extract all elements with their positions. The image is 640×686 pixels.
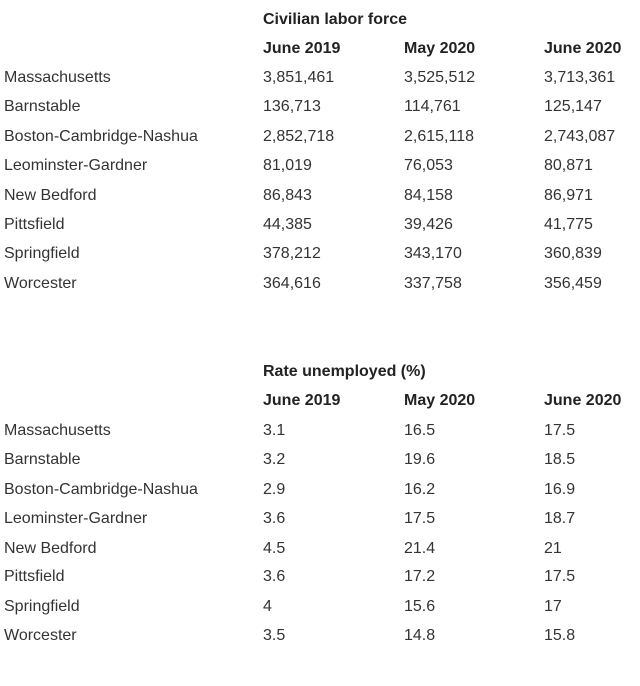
row-label: New Bedford	[4, 540, 97, 557]
table-cell: 2,743,087	[544, 128, 616, 145]
table-cell: 4	[263, 598, 272, 615]
table-row	[0, 568, 640, 592]
table-row	[0, 510, 640, 534]
table-cell: 21	[544, 540, 562, 557]
table-cell: 44,385	[263, 216, 312, 233]
table-row	[0, 216, 640, 240]
table-cell: 2,852,718	[263, 128, 335, 145]
row-label: Leominster-Gardner	[4, 510, 148, 527]
table-cell: 360,839	[544, 245, 602, 262]
table-row	[0, 245, 640, 269]
table-cell: 14.8	[404, 627, 436, 644]
table-cell: 17.5	[544, 568, 576, 585]
table-cell: 18.5	[544, 451, 576, 468]
table-cell: 3.6	[263, 510, 286, 527]
row-label: Massachusetts	[4, 422, 111, 439]
row-label: Leominster-Gardner	[4, 157, 148, 174]
column-header: June 2019	[263, 392, 341, 409]
column-header: June 2020	[544, 40, 622, 57]
table-cell: 86,971	[544, 187, 593, 204]
table-cell: 16.5	[404, 422, 436, 439]
table-cell: 356,459	[544, 275, 602, 292]
row-label: Barnstable	[4, 451, 81, 468]
row-label: New Bedford	[4, 187, 97, 204]
table-row	[0, 540, 640, 564]
row-label: Boston-Cambridge-Nashua	[4, 128, 198, 145]
row-label: Springfield	[4, 245, 80, 262]
table-cell: 18.7	[544, 510, 576, 527]
table-cell: 364,616	[263, 275, 321, 292]
table-cell: 16.9	[544, 481, 576, 498]
table-cell: 2.9	[263, 481, 286, 498]
table-row	[0, 128, 640, 152]
table-cell: 3,713,361	[544, 69, 616, 86]
table-cell: 378,212	[263, 245, 321, 262]
row-label: Boston-Cambridge-Nashua	[4, 481, 198, 498]
table-cell: 4.5	[263, 540, 286, 557]
table-row	[0, 98, 640, 122]
table-row	[0, 451, 640, 475]
row-label: Pittsfield	[4, 216, 65, 233]
table-cell: 114,761	[404, 98, 461, 115]
table-cell: 39,426	[404, 216, 453, 233]
table-title: Civilian labor force	[263, 11, 408, 28]
row-label: Pittsfield	[4, 568, 65, 585]
table-cell: 19.6	[404, 451, 436, 468]
table-cell: 3,851,461	[263, 69, 335, 86]
table-row	[0, 157, 640, 181]
table-cell: 86,843	[263, 187, 312, 204]
row-label: Springfield	[4, 598, 80, 615]
table-cell: 3.1	[263, 422, 286, 439]
table-cell: 17.5	[544, 422, 576, 439]
row-label: Worcester	[4, 627, 77, 644]
table-row	[0, 481, 640, 505]
row-label: Barnstable	[4, 98, 81, 115]
table-cell: 21.4	[404, 540, 436, 557]
column-header: June 2019	[263, 40, 341, 57]
table-cell: 17.2	[404, 568, 436, 585]
table-row	[0, 422, 640, 446]
table-cell: 15.8	[544, 627, 576, 644]
table-cell: 3.6	[263, 568, 286, 585]
column-header: May 2020	[404, 40, 476, 57]
column-header: June 2020	[544, 392, 622, 409]
table-cell: 84,158	[404, 187, 453, 204]
table-row	[0, 598, 640, 622]
table-cell: 3,525,512	[404, 69, 476, 86]
table-cell: 337,758	[404, 275, 462, 292]
table-row	[0, 187, 640, 211]
table-row	[0, 275, 640, 299]
table-cell: 81,019	[263, 157, 312, 174]
table-row	[0, 627, 640, 651]
table-row	[0, 69, 640, 93]
table-cell: 16.2	[404, 481, 436, 498]
table-title: Rate unemployed (%)	[263, 363, 426, 380]
table-cell: 3.2	[263, 451, 286, 468]
table-cell: 3.5	[263, 627, 286, 644]
table-cell: 80,871	[544, 157, 593, 174]
row-label: Massachusetts	[4, 69, 111, 86]
table-cell: 136,713	[263, 98, 321, 115]
table-cell: 15.6	[404, 598, 436, 615]
table-cell: 17.5	[404, 510, 436, 527]
table-cell: 17	[544, 598, 562, 615]
column-header: May 2020	[404, 392, 476, 409]
table-cell: 41,775	[544, 216, 593, 233]
table-cell: 343,170	[404, 245, 462, 262]
table-cell: 2,615,118	[404, 128, 474, 145]
table-cell: 76,053	[404, 157, 453, 174]
table-cell: 125,147	[544, 98, 602, 115]
row-label: Worcester	[4, 275, 77, 292]
